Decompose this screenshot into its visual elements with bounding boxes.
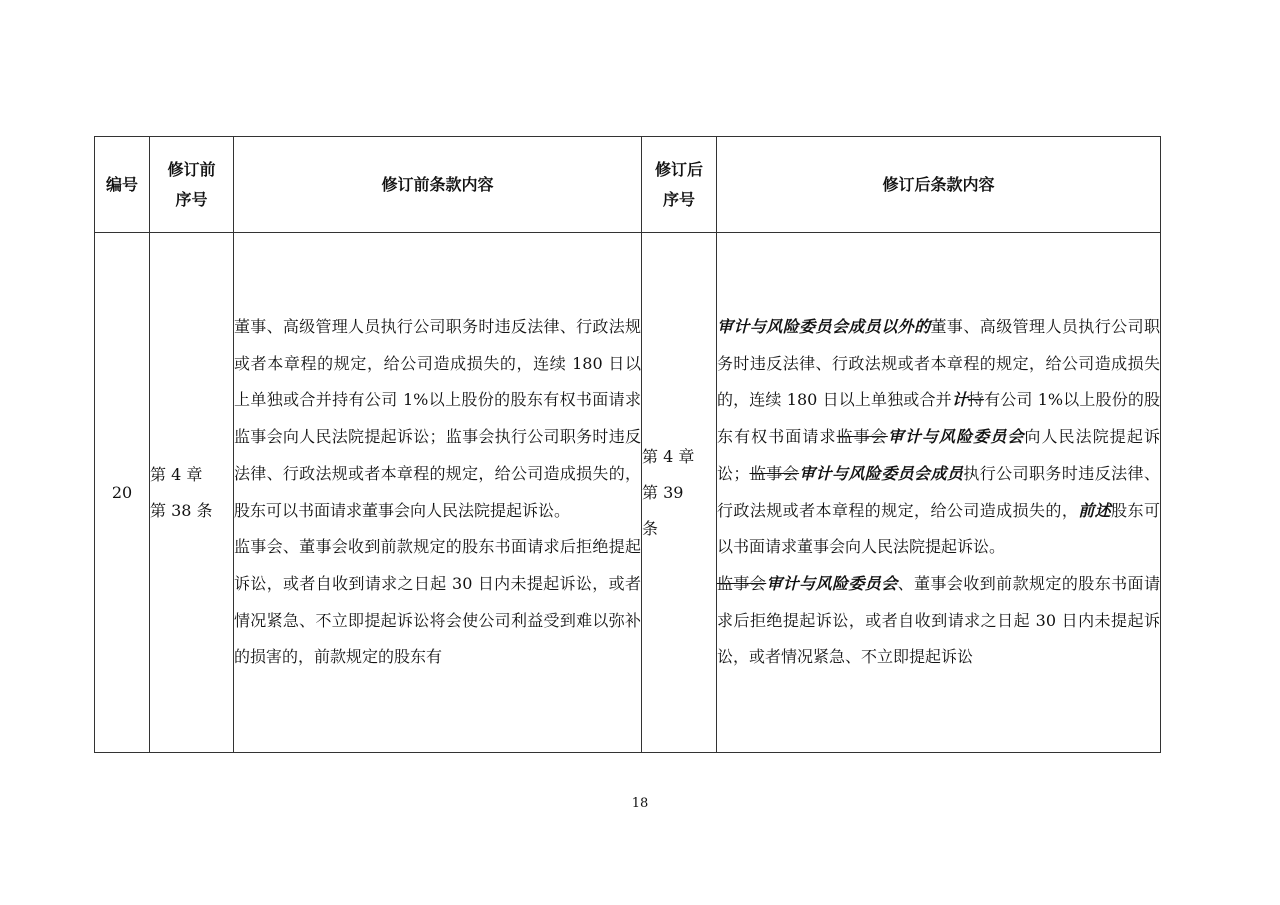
header-before-content: 修订前条款内容 [234,137,642,233]
clause-text: 向人民法院提起诉讼； [717,427,1160,483]
before-content-cell [234,233,642,753]
clause-text: 董事、高级管理人员执行公司职务时违反法律、行政法规或者本章程的规定，给公司造成损失的，连续 180 日以上单独或合并 [717,316,1160,410]
after-paragraph-2 [717,566,1160,676]
header-after-content: 修订后条款内容 [717,137,1161,233]
header-number: 编号 [95,137,150,233]
inserted-text: 前述 [1078,500,1112,520]
deleted-text: 监事会 [717,573,767,593]
page-number: 18 [631,796,649,811]
deleted-text: 监事会 [836,427,888,447]
after-paragraph-1 [717,309,1160,566]
clause-text: 有公司 1%以上股份的股东有权书面请求 [717,390,1160,447]
inserted-text: 审计与风险委员会 [766,573,898,593]
clause-text: 股东可以书面请求董事会向人民法院提起诉讼。 [717,500,1160,557]
row-number: 20 [95,233,150,753]
header-row [95,137,1161,233]
inserted-text: 审计与风险委员会成员 [799,463,964,483]
inserted-text: 审计与风险委员会 [887,427,1025,447]
header-after-seq [642,137,717,233]
inserted-text: 审计与风险委员会成员以外的 [717,316,931,336]
clause-text: 、董事会收到前款规定的股东书面请求后拒绝提起诉讼，或者自收到请求之日起 30 日内未提起诉讼，或者情况紧急、不立即提起诉讼 [717,573,1160,667]
inserted-text: 计 [951,390,968,410]
clause-text: 执行公司职务时违反法律、行政法规或者本章程的规定，给公司造成损失的， [717,463,1160,520]
after-seq-cell [642,233,717,753]
deleted-text: 持 [967,390,985,410]
deleted-text: 监事会 [749,463,800,483]
before-paragraph-1: 董事、高级管理人员执行公司职务时违反法律、行政法规或者本章程的规定，给公司造成损失的，连续 180 日以上单独或合并持有公司 1%以上股份的股东有权书面请求监事会向人民法院提起诉讼；监事会执行公司职务时违反法律、行政法规或者本章程的规定，给公司造成损失的，股东可以书面请求董事会向人民法院提起诉讼。 [234,316,641,520]
table-row [95,233,1161,753]
revision-table [94,136,1161,753]
header-before-seq-text: 修订前 序号 [167,159,216,209]
before-seq-cell [150,233,234,753]
after-content-cell [717,233,1161,753]
header-after-seq-text: 修订后 序号 [654,159,703,209]
before-paragraph-2: 监事会、董事会收到前款规定的股东书面请求后拒绝提起诉讼，或者自收到请求之日起 30 日内未提起诉讼，或者情况紧急、不立即提起诉讼将会使公司利益受到难以弥补的损害的，前款规定的股东有 [234,537,641,667]
header-before-seq [150,137,234,233]
after-seq: 第 4 章 第 39 条 [642,446,695,538]
before-seq: 第 4 章 第 38 条 [150,464,213,520]
